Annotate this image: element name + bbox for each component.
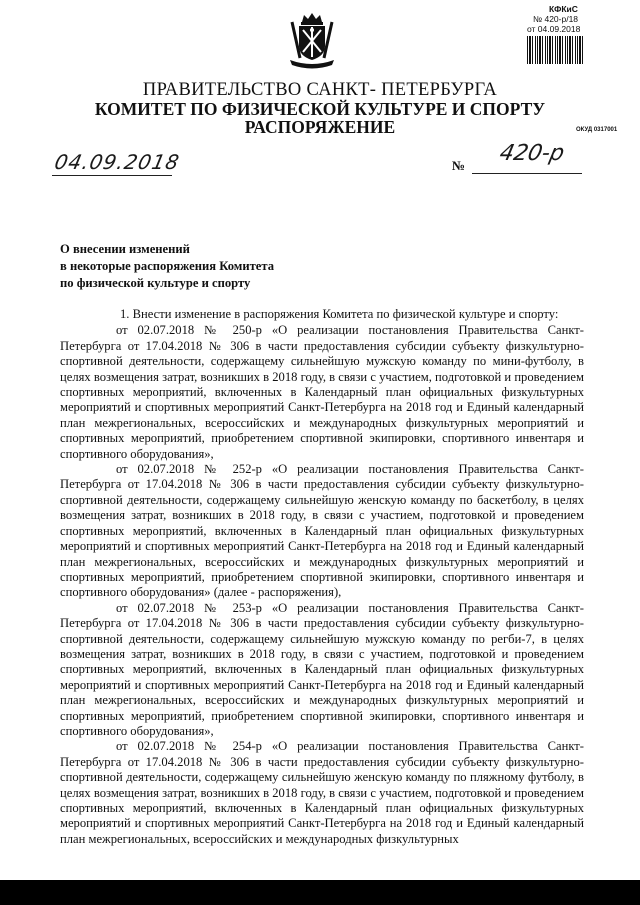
number-label: № (452, 158, 466, 173)
coat-of-arms-icon (286, 12, 338, 70)
subject-line: по физической культуре и спорту (60, 276, 251, 290)
document-type: РАСПОРЯЖЕНИЕ (244, 117, 396, 137)
scan-bottom-edge (0, 880, 640, 905)
body-paragraph: от 02.07.2018 № 250-р «О реализации постановления Правительства Санкт-Петербурга от 17.04.2018 № 306 в части предоставления субсидии субъекту физкультурно-спортивной деятельности, содержащему сильнейшую мужскую команду по мини-футболу, в целях возмещения затрат, возникших в 2018 году, в связи с участием, подготовкой и проведением спортивных мероприятий, включенных в Календарный план официальных физкультурных мероприятий и спортивных мероприятий Санкт-Петербурга на 2018 год и Единый календарный план межрегиональных, всероссийских и международных физкультурных мероприятий и спортивных мероприятий, приобретением спортивной экипировки, спортивного инвентаря и спортивного оборудования», (60, 323, 584, 461)
subject-line: О внесении изменений (60, 242, 190, 256)
barcode-icon (527, 36, 583, 64)
government-title: ПРАВИТЕЛЬСТВО САНКТ- ПЕТЕРБУРГА (142, 80, 498, 100)
stamp-date: от 04.09.2018 (527, 24, 581, 34)
committee-title: КОМИТЕТ ПО ФИЗИЧЕСКОЙ КУЛЬТУРЕ И СПОРТУ (94, 99, 546, 119)
number-underline (472, 173, 582, 174)
handwritten-number: 420-р (497, 141, 567, 166)
registration-stamp (527, 4, 591, 64)
subject-line: в некоторые распоряжения Комитета (60, 259, 275, 273)
document-body (60, 307, 584, 847)
stamp-number: № 420-р/18 (533, 14, 579, 24)
body-paragraph: от 02.07.2018 № 254-р «О реализации постановления Правительства Санкт-Петербурга от 17.04.2018 № 306 в части предоставления субсидии субъекту физкультурно-спортивной деятельности, содержащему сильнейшую женскую команду по пляжному футболу, в целях возмещения затрат, возникших в 2018 году, в связи с участием, подготовкой и проведением спортивных мероприятий, включенных в Календарный план официальных физкультурных мероприятий и спортивных мероприятий Санкт-Петербурга на 2018 год и Единый календарный план межрегиональных, всероссийских и международных физкультурных (60, 739, 584, 846)
handwritten-date: 04.09.2018 (52, 150, 183, 174)
date-underline (52, 175, 172, 176)
body-paragraph: 1. Внести изменение в распоряжения Комитета по физической культуре и спорту: (120, 307, 559, 321)
okud-code: ОКУД 0317001 (576, 127, 618, 133)
stamp-code: КФКиС (549, 4, 578, 14)
body-paragraph: от 02.07.2018 № 252-р «О реализации постановления Правительства Санкт-Петербурга от 17.04.2018 № 306 в части предоставления субсидии субъекту физкультурно-спортивной деятельности, содержащему сильнейшую женскую команду по баскетболу, в целях возмещения затрат, возникших в 2018 году, в связи с участием, подготовкой и проведением спортивных мероприятий, включенных в Календарный план официальных физкультурных мероприятий и спортивных мероприятий Санкт-Петербурга на 2018 год и Единый календарный план межрегиональных, всероссийских и международных физкультурных мероприятий и спортивных мероприятий, приобретением спортивной экипировки, спортивного инвентаря и спортивного оборудования» (далее - распоряжения), (60, 462, 584, 600)
body-paragraph: от 02.07.2018 № 253-р «О реализации постановления Правительства Санкт-Петербурга от 17.04.2018 № 306 в части предоставления субсидии субъекту физкультурно-спортивной деятельности, содержащему сильнейшую мужскую команду по регби-7, в целях возмещения затрат, возникших в 2018 году, в связи с участием, подготовкой и проведением спортивных мероприятий, включенных в Календарный план официальных физкультурных мероприятий и спортивных мероприятий Санкт-Петербурга на 2018 год и Единый календарный план межрегиональных, всероссийских и международных физкультурных мероприятий и спортивных мероприятий, приобретением спортивной экипировки, спортивного инвентаря и спортивного оборудования», (60, 600, 584, 738)
document-subject (60, 241, 360, 292)
